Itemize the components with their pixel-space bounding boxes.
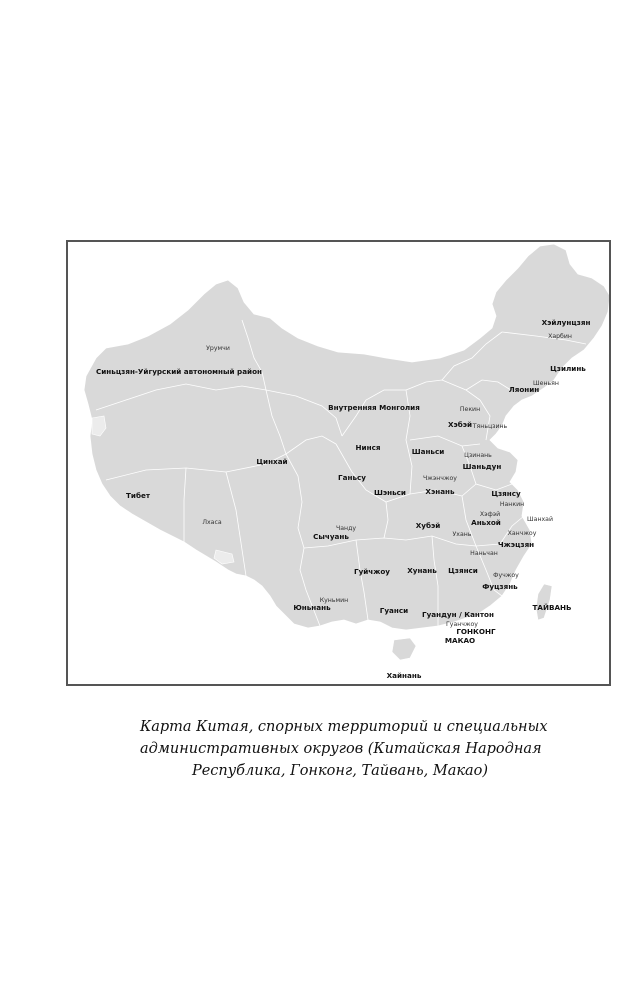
city-label: Хэфэй xyxy=(479,511,501,518)
region-label: МАКАО xyxy=(444,636,476,645)
city-label: Шеньян xyxy=(533,380,559,387)
caption-line: административных округов (Китайская Народная xyxy=(140,741,542,757)
hainan-shape xyxy=(392,638,416,660)
city-label: Фучжоу xyxy=(493,572,519,579)
city-label: Наньчан xyxy=(470,550,498,557)
caption-line: Карта Китая, спорных территорий и специальных xyxy=(140,719,548,735)
city-label: Гуанчжоу xyxy=(446,621,478,628)
region-label: Чжэцзян xyxy=(497,540,535,549)
region-label: ГОНКОНГ xyxy=(456,627,496,636)
region-label: Фуцзянь xyxy=(482,582,518,591)
map-frame xyxy=(66,240,611,686)
region-label: Шэньси xyxy=(374,488,406,497)
map-caption xyxy=(140,716,548,782)
city-label: Куньмин xyxy=(319,597,349,604)
region-label: Синьцзян-Уйгурский автономный район xyxy=(96,367,262,376)
region-label: Хэбэй xyxy=(447,420,473,429)
region-label: Хунань xyxy=(407,566,437,575)
region-label: Цзилинь xyxy=(550,364,586,373)
region-label: Хубэй xyxy=(415,521,441,530)
city-label: Ухань xyxy=(452,531,472,538)
region-label: Цинхай xyxy=(256,457,288,466)
region-label: Цзянсу xyxy=(491,489,521,498)
region-label: Хэнань xyxy=(425,487,455,496)
region-label: Шаньси xyxy=(411,447,445,456)
region-label: Внутренняя Монголия xyxy=(328,403,420,412)
region-label: Ганьсу xyxy=(338,473,366,482)
region-label: Нинся xyxy=(355,443,381,452)
city-label: Лхаса xyxy=(202,519,222,526)
region-label: Шаньдун xyxy=(462,462,502,471)
region-label: Тибет xyxy=(126,491,150,500)
caption-line: Республика, Гонконг, Тайвань, Макао) xyxy=(191,763,489,779)
region-label: Хэйлунцзян xyxy=(541,318,591,327)
region-label: Юньнань xyxy=(293,603,331,612)
city-label: Харбин xyxy=(548,333,572,340)
city-label: Шанхай xyxy=(527,516,553,523)
region-label: Гуандун / Кантон xyxy=(422,610,494,619)
region-label: Гуанси xyxy=(379,606,409,615)
region-label: ТАЙВАНЬ xyxy=(532,603,572,612)
region-label: Хайнань xyxy=(386,671,422,680)
city-label: Урумчи xyxy=(206,345,230,352)
region-label: Аньхой xyxy=(471,518,501,527)
region-label: Цзянси xyxy=(448,566,478,575)
mainland-shape xyxy=(84,244,610,630)
city-label: Цзинань xyxy=(464,452,492,459)
city-label: Ханчжоу xyxy=(507,530,537,537)
taiwan-shape xyxy=(536,584,552,620)
city-label: Тяньцзинь xyxy=(472,423,508,430)
region-label: Гуйчжоу xyxy=(353,567,391,576)
region-label: Сычуань xyxy=(313,532,349,541)
city-label: Нанкин xyxy=(499,501,525,508)
china-map xyxy=(66,240,611,686)
city-label: Чжэнчжоу xyxy=(423,475,457,482)
region-label: Ляонин xyxy=(508,385,540,394)
city-label: Чанду xyxy=(335,525,357,532)
city-label: Пекин xyxy=(459,406,481,413)
